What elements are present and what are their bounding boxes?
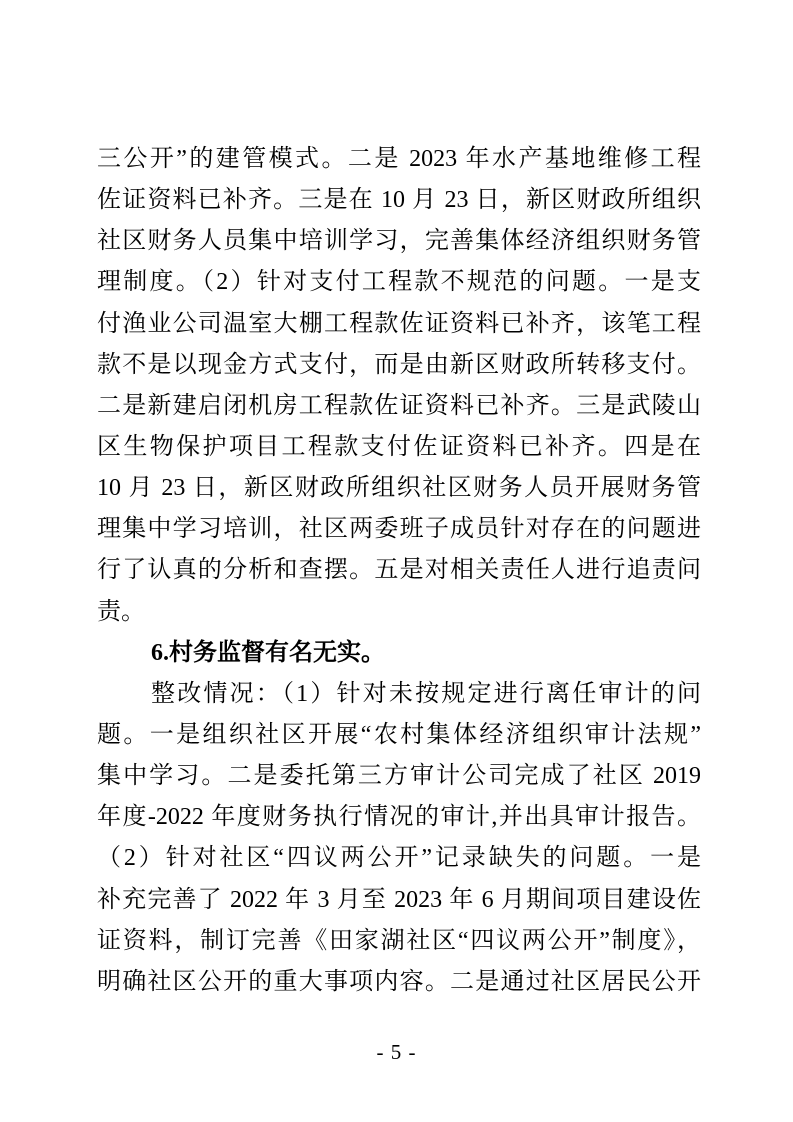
page-number: - 5 - (376, 1040, 417, 1064)
body-line: 佐证资料已补齐。三是在 10 月 23 日，新区财政所组织 (97, 187, 701, 214)
body-line: 理制度。（2）针对支付工程款不规范的问题。一是支 (97, 269, 701, 296)
document-body (97, 139, 701, 1003)
body-line: 款不是以现金方式支付，而是由新区财政所转移支付。 (97, 351, 701, 378)
body-line: 社区财务人员集中培训学习，完善集体经济组织财务管 (97, 228, 701, 255)
body-line: （2）针对社区“四议两公开”记录缺失的问题。一是 (97, 845, 701, 872)
body-line: 二是新建启闭机房工程款佐证资料已补齐。三是武陵山 (97, 392, 701, 419)
body-line: 三公开”的建管模式。二是 2023 年水产基地维修工程 (97, 146, 701, 172)
body-line: 证资料，制订完善《田家湖社区“四议两公开”制度》， (97, 927, 701, 954)
body-line: 年度-2022 年度财务执行情况的审计,并出具审计报告。 (97, 804, 701, 831)
body-line: 题。一是组织社区开展“农村集体经济组织审计法规” (97, 721, 701, 748)
body-line: 补充完善了 2022 年 3 月至 2023 年 6 月期间项目建设佐 (97, 886, 701, 913)
body-line-paragraph-start: 整改情况：（1）针对未按规定进行离任审计的问 (151, 680, 701, 707)
body-line: 集中学习。二是委托第三方审计公司完成了社区 2019 (97, 763, 701, 790)
body-line: 10 月 23 日，新区财政所组织社区财务人员开展财务管 (97, 475, 701, 502)
section-heading: 6.村务监督有名无实。 (151, 639, 385, 666)
body-line: 付渔业公司温室大棚工程款佐证资料已补齐，该笔工程 (97, 310, 701, 337)
body-line: 理集中学习培训，社区两委班子成员针对存在的问题进 (97, 516, 701, 543)
body-line: 行了认真的分析和查摆。五是对相关责任人进行追责问 (97, 557, 701, 584)
body-line: 区生物保护项目工程款支付佐证资料已补齐。四是在 (97, 433, 701, 460)
body-line: 明确社区公开的重大事项内容。二是通过社区居民公开 (97, 968, 701, 995)
body-line-paragraph-end: 责。 (97, 598, 145, 625)
